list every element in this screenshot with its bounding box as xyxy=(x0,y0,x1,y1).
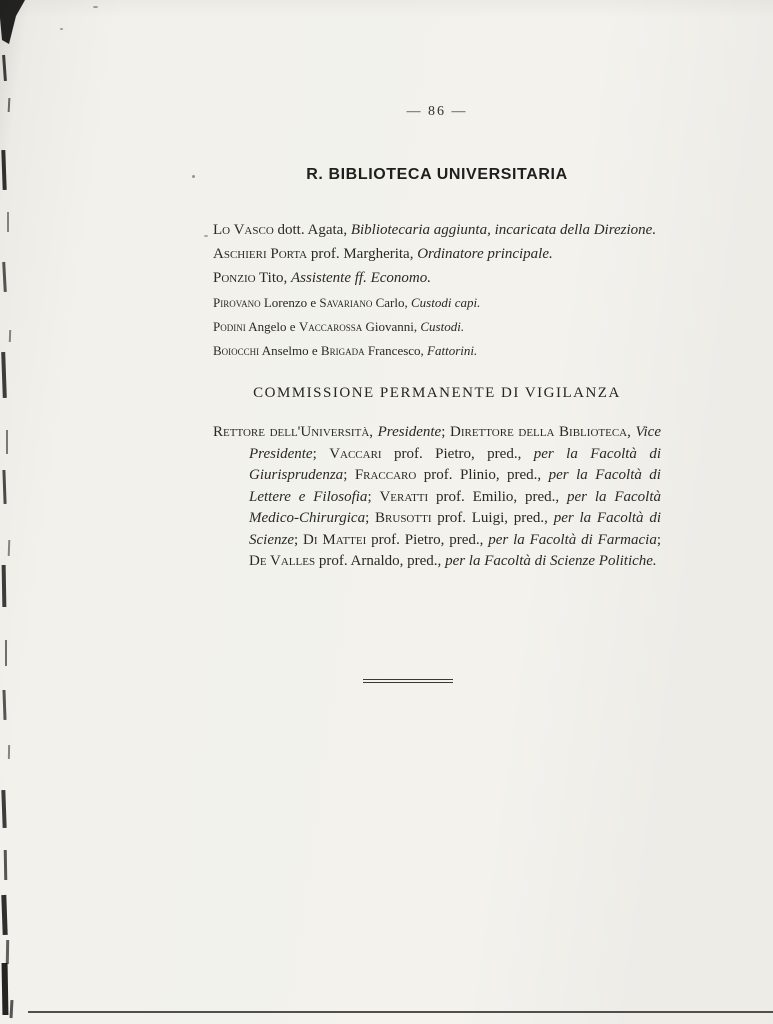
text-segment-smallcaps: Lo Vasco xyxy=(213,222,274,238)
text-segment-normal: prof. Plinio, pred., xyxy=(416,467,549,483)
scan-speck xyxy=(60,28,63,30)
staff-entry xyxy=(213,220,661,241)
text-segment-normal: Francesco, xyxy=(364,343,428,358)
text-segment-normal: Angelo e xyxy=(245,319,299,334)
text-segment-smallcaps: Ponzio xyxy=(213,270,256,286)
text-segment-normal: Carlo, xyxy=(372,295,411,310)
text-segment-italic: Ordinatore principale. xyxy=(417,246,553,262)
text-segment-normal: ; xyxy=(365,510,376,526)
page-bottom-edge-line xyxy=(28,1011,773,1013)
staff-entry xyxy=(213,244,661,265)
text-segment-smallcaps: Vaccarossa xyxy=(298,319,363,334)
page-number: — 86 — xyxy=(406,104,468,119)
page-content xyxy=(213,0,661,683)
scan-speck xyxy=(192,175,195,178)
text-segment-italic: Presidente xyxy=(377,424,442,440)
text-segment-smallcaps: Brusotti xyxy=(375,510,432,526)
text-segment-smallcaps: Rettore dell'Università xyxy=(213,424,370,440)
text-segment-normal: prof. Pietro, pred., xyxy=(381,445,534,462)
text-segment-normal: Giovanni, xyxy=(362,319,421,334)
text-segment-italic: per la Facoltà di Scienze xyxy=(249,510,661,548)
text-segment-normal: Anselmo e xyxy=(259,343,321,358)
text-segment-smallcaps: Brigada xyxy=(320,343,365,358)
text-segment-normal: Lorenzo e xyxy=(260,295,320,310)
text-segment-normal: ; xyxy=(312,445,330,462)
text-segment-smallcaps: Direttore della Biblioteca xyxy=(450,424,628,440)
text-segment-smallcaps: Boiocchi xyxy=(213,343,260,358)
text-segment-smallcaps: De Valles xyxy=(249,553,316,569)
staff-entry xyxy=(213,292,661,313)
staff-entry xyxy=(213,340,661,361)
text-segment-smallcaps: Aschieri Porta xyxy=(213,246,308,262)
text-segment-normal: ; xyxy=(293,531,304,548)
text-segment-italic: Custodi capi. xyxy=(410,295,481,310)
text-segment-normal: prof. Margherita, xyxy=(307,246,418,262)
text-segment-normal: Tito, xyxy=(255,270,292,286)
text-segment-smallcaps: Savariano xyxy=(319,295,373,310)
text-segment-italic: Vice Presidente xyxy=(249,424,662,462)
scan-speck xyxy=(93,6,98,8)
text-segment-italic: Assistente ff. Economo. xyxy=(291,270,431,286)
text-segment-italic: per la Facoltà di Scienze Politiche. xyxy=(445,553,657,569)
text-segment-italic: Fattorini. xyxy=(427,343,478,358)
library-staff-list xyxy=(213,220,661,361)
text-segment-smallcaps: Di Mattei xyxy=(303,531,367,548)
text-segment-italic: Custodi. xyxy=(420,319,465,334)
text-segment-smallcaps: Pirovano xyxy=(213,295,261,310)
text-segment-italic: per la Facoltà di Giurisprudenza xyxy=(249,445,661,483)
text-segment-normal: ; xyxy=(441,424,450,440)
end-of-section-rule xyxy=(363,679,453,683)
text-segment-normal: , xyxy=(369,424,378,440)
text-segment-normal: prof. Luigi, pred., xyxy=(431,510,554,526)
text-segment-smallcaps: Podini xyxy=(213,319,246,334)
text-segment-normal: prof. Arnaldo, pred., xyxy=(315,553,446,569)
scan-speck xyxy=(204,235,208,237)
text-segment-italic: per la Facoltà di Lettere e Filosofia xyxy=(249,467,661,505)
commission-paragraph xyxy=(213,422,661,573)
text-segment-normal: prof. Emilio, pred., xyxy=(428,488,567,505)
text-segment-normal: ; xyxy=(656,531,661,548)
text-segment-smallcaps: Fraccaro xyxy=(354,467,417,483)
text-segment-normal: prof. Pietro, pred., xyxy=(366,531,489,548)
section-title-commissione-vigilanza: COMMISSIONE PERMANENTE DI VIGILANZA xyxy=(253,385,621,401)
text-segment-normal: dott. Agata, xyxy=(273,222,351,238)
staff-entry xyxy=(213,316,661,337)
staff-entry xyxy=(213,268,661,289)
text-segment-smallcaps: Veratti xyxy=(379,488,429,505)
text-segment-normal: ; xyxy=(343,467,355,483)
text-segment-smallcaps: Vaccari xyxy=(329,445,382,462)
section-title-biblioteca-universitaria: R. BIBLIOTECA UNIVERSITARIA xyxy=(306,166,568,183)
text-segment-normal: , xyxy=(627,424,636,440)
text-segment-italic: Bibliotecaria aggiunta, incaricata della Direzione. xyxy=(350,222,657,238)
binding-edge-artifacts xyxy=(0,0,34,1024)
text-segment-italic: per la Facoltà di Farmacia xyxy=(488,531,657,548)
text-segment-italic: per la Facoltà Medico-Chirurgica xyxy=(249,488,661,526)
text-segment-normal: ; xyxy=(367,488,380,505)
